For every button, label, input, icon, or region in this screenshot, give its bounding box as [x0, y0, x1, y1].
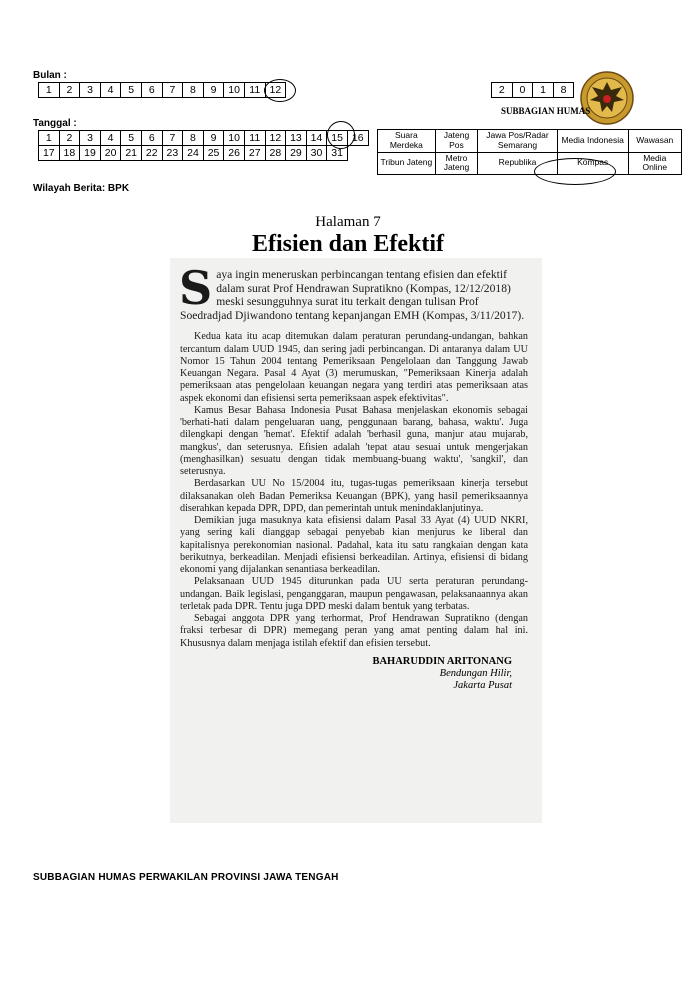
article-paragraph: Demikian juga masuknya kata efisiensi dalam Pasal 33 Ayat (4) UUD NKRI, yang sering kali dianggap sebagai penyebab kian menjurus ke liberal dan kapitalisnya perekonomian nasional. Padahal, kata itu satu rangkaian dengan kata berikutnya, berkeadilan. Menjadi efisiensi berkeadilan. Artinya, efisiensi di bidang ekonomi yang dijalankan senantiasa berkeadilan. [180, 515, 528, 576]
date-cell: 20 [100, 146, 121, 161]
date-selection-circle [327, 121, 355, 149]
date-cell: 4 [100, 131, 121, 146]
date-cell: 25 [203, 146, 224, 161]
year-digit-cell: 8 [553, 83, 574, 98]
date-cell: 31 [327, 146, 348, 161]
media-cell: Suara Merdeka [378, 130, 436, 153]
month-cell: 5 [121, 83, 142, 98]
date-cell: 14 [306, 131, 327, 146]
year-digit-cell: 2 [492, 83, 513, 98]
media-table [377, 129, 682, 175]
date-grid [38, 130, 369, 161]
date-cell: 30 [306, 146, 327, 161]
article-signature [180, 656, 528, 692]
month-cell: 4 [100, 83, 121, 98]
year-digit-cell: 0 [512, 83, 533, 98]
month-cell: 6 [141, 83, 162, 98]
date-cell: 11 [244, 131, 265, 146]
date-cell: 2 [59, 131, 80, 146]
media-cell: Metro Jateng [435, 152, 477, 175]
month-cell: 8 [183, 83, 204, 98]
month-cell: 11 [244, 83, 265, 98]
month-grid [38, 82, 286, 98]
bpk-emblem [578, 70, 636, 126]
article-paragraph: Kamus Besar Bahasa Indonesia Pusat Bahasa menjelaskan ekonomis sebagai 'berhati-hati dalam pengeluaran uang, penggunaan barang, bahasa, waktu'. Juga dilengkapi dengan 'hemat'. Efektif adalah 'berhasil guna, manjur atau mujarab, mangkus', dan seterusnya. Efisien adalah 'tepat atau sesuai untuk mengerjakan (menghasilkan) sesuatu dengan tidak membuang-buang waktu', 'sangkil', dan seterusnya. [180, 404, 528, 478]
date-cell: 23 [162, 146, 183, 161]
date-cell: 21 [121, 146, 142, 161]
wilayah-berita: Wilayah Berita: BPK [33, 183, 130, 194]
date-cell: 6 [141, 131, 162, 146]
article-paragraph: Pelaksanaan UUD 1945 diturunkan pada UU serta peraturan perundang-undangan. Baik legislasi, penganggaran, maupun pengawasan, pelaksanaannya akan terletak pada DPR. Tentu juga DPD meski dalam bentuk yang terbatas. [180, 576, 528, 612]
article-paragraph: Berdasarkan UU No 15/2004 itu, tugas-tugas pemeriksaan kinerja tersebut dilaksanakan oleh Badan Pemeriksa Keuangan (BPK), yang hasil pemeriksaannya diserahkan kepada DPR, DPD, dan pemerintah untuk menindaklanjutinya. [180, 478, 528, 514]
date-cell: 7 [162, 131, 183, 146]
date-cell: 27 [244, 146, 265, 161]
date-cell: 8 [183, 131, 204, 146]
date-cell: 26 [224, 146, 245, 161]
date-cell: 29 [286, 146, 307, 161]
month-cell: 12 [265, 83, 286, 98]
year-digit-cell: 1 [533, 83, 554, 98]
month-cell: 7 [162, 83, 183, 98]
date-cell: 22 [141, 146, 162, 161]
date-cell: 3 [80, 131, 101, 146]
tanggal-label: Tanggal : [33, 118, 77, 129]
media-cell: Media Online [628, 152, 681, 175]
author-name: BAHARUDDIN ARITONANG [372, 655, 512, 667]
lead-text: aya ingin meneruskan perbincangan tentang efisien dan efektif dalam surat Prof Hendrawan Supratikno (Kompas, 12/12/2018) meski sesungguhnya surat itu terkait dengan tulisan Prof Soedradjad Djiwandono tentang kepanjangan EMH (Kompas, 3/11/2017). [180, 268, 525, 322]
month-cell: 3 [80, 83, 101, 98]
media-cell: Kompas [557, 152, 628, 175]
media-cell: Republika [478, 152, 558, 175]
drop-cap: S [179, 261, 213, 315]
article-title: Efisien dan Efektif [251, 231, 445, 257]
date-cell: 10 [224, 131, 245, 146]
media-cell: Tribun Jateng [378, 152, 436, 175]
page-number: Halaman 7 [315, 214, 381, 230]
media-cell: Wawasan [628, 130, 681, 153]
media-cell: Jateng Pos [435, 130, 477, 153]
date-cell: 24 [183, 146, 204, 161]
subbagian-humas-label: SUBBAGIAN HUMAS [501, 106, 591, 116]
media-selection-circle [534, 158, 616, 185]
article-paragraph: Sebagai anggota DPR yang terhormat, Prof Hendrawan Supratikno (dengan fraksi terbesar di DPR) memegang peran yang amat penting dalam hal ini. Khususnya dalam menjaga istilah efektif dan efisien tersebut. [180, 613, 528, 649]
bulan-label: Bulan : [33, 70, 67, 81]
article-paragraph: Kedua kata itu acap ditemukan dalam peraturan perundang-undangan, bahkan tercantum dalam UUD 1945, dan sering jadi perbincangan. Di antaranya dalam UU Nomor 15 Tahun 2004 tentang Pemeriksaan Pengelolaan dan Tanggung Jawab Keuangan Negara. Pasal 4 Ayat (3) merumuskan, "Pemeriksaan Kinerja adalah pemeriksaan atas pengelolaan keuangan negara yang terdiri atas pemeriksaan atas aspek ekonomi dan efisiensi serta pemeriksaan aspek efektivitas". [180, 331, 528, 404]
month-cell: 2 [59, 83, 80, 98]
month-cell: 1 [39, 83, 60, 98]
article-body [179, 261, 528, 692]
date-cell: 28 [265, 146, 286, 161]
date-cell: 5 [121, 131, 142, 146]
media-cell: Jawa Pos/Radar Semarang [478, 130, 558, 153]
date-cell: 1 [39, 131, 60, 146]
author-location-2: Jakarta Pusat [453, 679, 512, 691]
author-location-1: Bendungan Hilir, [439, 667, 512, 679]
year-grid [491, 82, 574, 98]
date-cell: 19 [80, 146, 101, 161]
date-cell: 18 [59, 146, 80, 161]
footer-unit: SUBBAGIAN HUMAS PERWAKILAN PROVINSI JAWA TENGAH [33, 872, 339, 883]
date-cell: 9 [203, 131, 224, 146]
date-cell: 13 [286, 131, 307, 146]
media-cell: Media Indonesia [557, 130, 628, 153]
month-cell: 10 [224, 83, 245, 98]
date-cell: 16 [347, 131, 368, 146]
month-cell: 9 [203, 83, 224, 98]
article-paragraphs [180, 331, 528, 650]
month-selection-circle [264, 79, 296, 102]
article-lead [179, 261, 528, 322]
date-cell: 17 [39, 146, 60, 161]
date-cell: 15 [327, 131, 348, 146]
date-cell: 12 [265, 131, 286, 146]
